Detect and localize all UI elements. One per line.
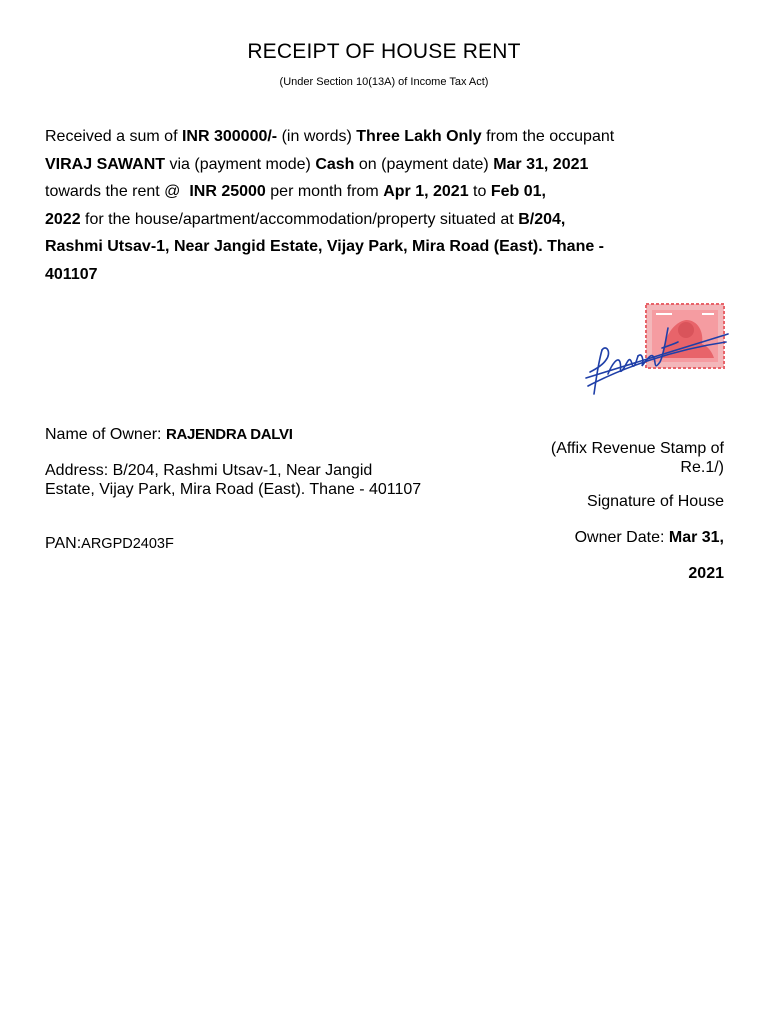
property-address-part2: Rashmi Utsav-1, Near Jangid Estate, Vijay Park, Mira Road (East). Thane - bbox=[45, 238, 605, 256]
affix-line-1: (Affix Revenue Stamp of bbox=[550, 440, 724, 457]
owner-address-row bbox=[45, 461, 425, 499]
payment-mode-label: via (payment mode) bbox=[169, 155, 311, 173]
pan-label: PAN: bbox=[45, 535, 82, 552]
owner-date-row bbox=[504, 529, 724, 547]
owner-name: RAJENDRA DALVI bbox=[165, 426, 293, 443]
receipt-subtitle: (Under Section 10(13A) of Income Tax Act) bbox=[279, 76, 489, 88]
payment-date-label: on (payment date) bbox=[358, 155, 489, 173]
amount: INR 300000/- bbox=[181, 128, 278, 145]
owner-address-label: Address: bbox=[45, 462, 109, 479]
from-date: Apr 1, 2021 bbox=[383, 183, 469, 201]
property-address-part3: 401107 bbox=[45, 265, 98, 283]
received-prefix: Received a sum of bbox=[45, 128, 178, 145]
amount-words: Three Lakh Only bbox=[356, 128, 482, 145]
affix-stamp-note bbox=[504, 439, 724, 477]
body-line-5 bbox=[45, 233, 725, 261]
towards-label: towards the rent @ bbox=[45, 183, 181, 201]
to-label: to bbox=[473, 183, 487, 201]
receipt-body bbox=[45, 123, 725, 289]
per-month-label: per month from bbox=[270, 183, 379, 201]
owner-name-row bbox=[45, 426, 293, 444]
body-line-4 bbox=[45, 206, 725, 234]
body-line-6 bbox=[45, 261, 725, 289]
in-words-label: (in words) bbox=[281, 128, 352, 145]
owner-date-part2: 2021 bbox=[688, 565, 724, 582]
owner-name-label: Name of Owner: bbox=[45, 426, 162, 443]
body-line-3 bbox=[45, 178, 725, 206]
payment-date: Mar 31, 2021 bbox=[493, 155, 589, 173]
body-line-2 bbox=[45, 151, 725, 179]
pan-value: ARGPD2403F bbox=[81, 536, 174, 552]
from-occupant-label: from the occupant bbox=[486, 128, 615, 145]
owner-date-part1: Mar 31, bbox=[668, 529, 724, 546]
property-address-part1: B/204, bbox=[518, 210, 566, 228]
owner-date-year bbox=[504, 565, 724, 583]
owner-address: B/204, Rashmi Utsav-1, Near Jangid Estate, Vijay Park, Mira Road (East). Thane - 401107 bbox=[45, 462, 422, 498]
revenue-stamp-icon bbox=[582, 298, 732, 403]
payment-mode: Cash bbox=[315, 155, 355, 173]
affix-line-2: Re.1/) bbox=[680, 459, 724, 476]
rent-amount: INR 25000 bbox=[189, 183, 266, 201]
receipt-title: RECEIPT OF HOUSE RENT bbox=[247, 40, 521, 63]
body-line-1 bbox=[45, 123, 725, 151]
situated-label: for the house/apartment/accommodation/property situated at bbox=[85, 210, 514, 228]
occupant-name: VIRAJ SAWANT bbox=[45, 155, 166, 173]
to-date-part2: 2022 bbox=[45, 210, 81, 228]
to-date-part1: Feb 01, bbox=[490, 183, 546, 201]
owner-pan-row bbox=[45, 535, 174, 553]
signature-label: Signature of House bbox=[587, 493, 724, 510]
owner-date-label: Owner Date: bbox=[574, 529, 665, 546]
stamp-and-signature bbox=[582, 298, 732, 403]
